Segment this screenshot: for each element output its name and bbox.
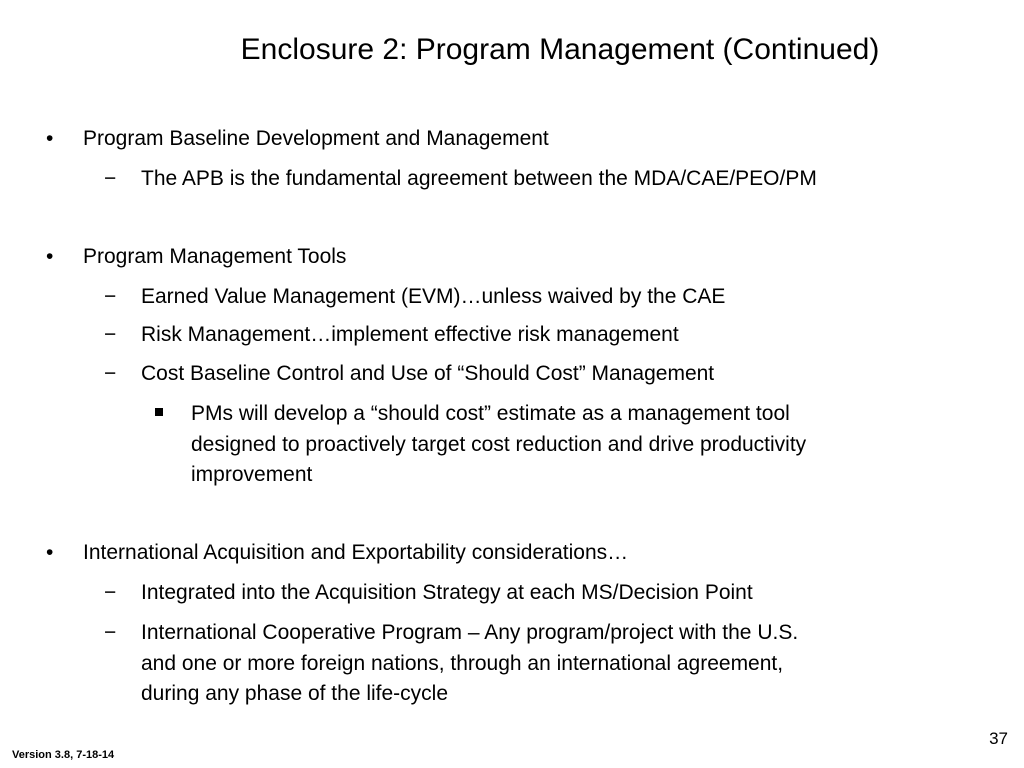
dash-icon: − bbox=[104, 621, 117, 644]
bullet-program-management-tools: Program Management Tools bbox=[83, 245, 347, 268]
sub-bullet-cost-baseline: Cost Baseline Control and Use of “Should Cost” Management bbox=[141, 362, 715, 385]
subsub-bullet-should-cost-line-1: PMs will develop a “should cost” estimate as a management tool bbox=[191, 402, 790, 425]
sub-bullet-risk-management: Risk Management…implement effective risk management bbox=[141, 323, 679, 346]
sub-bullet-cooperative-line-2: and one or more foreign nations, through an international agreement, bbox=[141, 652, 784, 675]
slide-title: Enclosure 2: Program Management (Continued) bbox=[240, 33, 880, 66]
bullet-icon: • bbox=[46, 541, 54, 564]
sub-bullet-cooperative-line-1: International Cooperative Program – Any program/project with the U.S. bbox=[141, 621, 799, 644]
page-number: 37 bbox=[989, 729, 1008, 748]
bullet-icon: • bbox=[46, 245, 54, 268]
square-bullet-icon bbox=[155, 408, 163, 416]
sub-bullet-cooperative-line-3: during any phase of the life-cycle bbox=[141, 682, 449, 705]
bullet-icon: • bbox=[46, 127, 54, 150]
dash-icon: − bbox=[104, 323, 117, 346]
dash-icon: − bbox=[104, 167, 117, 190]
sub-bullet-apb: The APB is the fundamental agreement between the MDA/CAE/PEO/PM bbox=[141, 167, 817, 190]
bullet-program-baseline: Program Baseline Development and Management bbox=[83, 127, 549, 150]
dash-icon: − bbox=[104, 581, 117, 604]
sub-bullet-evm: Earned Value Management (EVM)…unless waived by the CAE bbox=[141, 285, 726, 308]
dash-icon: − bbox=[104, 362, 117, 385]
subsub-bullet-should-cost-line-2: designed to proactively target cost reduction and drive productivity bbox=[191, 433, 807, 456]
subsub-bullet-should-cost-line-3: improvement bbox=[191, 463, 313, 486]
sub-bullet-integrated: Integrated into the Acquisition Strategy at each MS/Decision Point bbox=[141, 581, 753, 604]
version-label: Version 3.8, 7-18-14 bbox=[12, 749, 115, 761]
bullet-international-acquisition: International Acquisition and Exportability considerations… bbox=[83, 541, 629, 564]
dash-icon: − bbox=[104, 285, 117, 308]
